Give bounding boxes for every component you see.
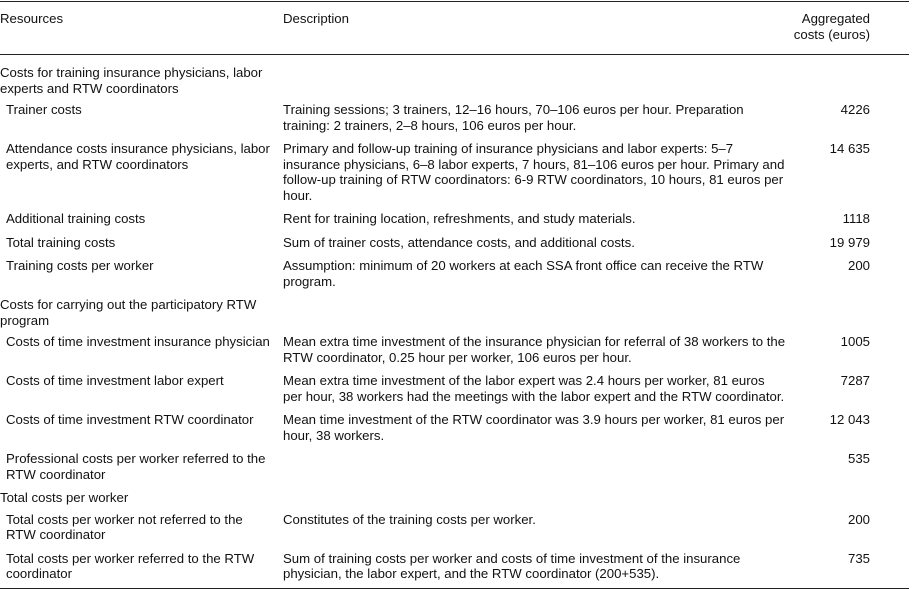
resource-cell: Total costs per worker referred to the RTW coordinator <box>6 550 255 581</box>
section-header-row <box>0 488 909 510</box>
table-row <box>0 510 909 549</box>
resource-cell: Costs of time investment insurance physician <box>6 334 270 349</box>
aggregated-cost-cell: 735 <box>847 550 870 566</box>
aggregated-cost-cell: 19 979 <box>829 234 870 250</box>
description-cell: Training sessions; 3 trainers, 12–16 hours, 70–106 euros per hour. Preparation training: 2 trainers, 2–8 hours, 106 euros per hour. <box>283 102 744 133</box>
resource-cell: Total training costs <box>6 234 116 250</box>
resource-cell: Costs of time investment labor expert <box>6 373 224 388</box>
resource-cell: Additional training costs <box>6 211 146 226</box>
empty-cell <box>793 55 909 101</box>
description-cell: Assumption: minimum of 20 workers at each SSA front office can receive the RTW program. <box>283 258 764 289</box>
description-cell: Mean time investment of the RTW coordinator was 3.9 hours per worker, 81 euros per hour, 38 workers. <box>283 412 785 443</box>
empty-cell <box>283 55 793 101</box>
aggregated-cost-cell: 1005 <box>840 334 870 349</box>
resource-cell: Total costs per worker not referred to the RTW coordinator <box>6 511 243 542</box>
section-header-row <box>0 55 909 101</box>
table-body <box>0 55 909 589</box>
table-row <box>0 233 909 257</box>
empty-cell <box>283 295 793 332</box>
aggregated-cost-cell: 535 <box>847 451 870 466</box>
cost-table <box>0 1 909 589</box>
empty-cell <box>793 295 909 332</box>
section-title: Total costs per worker <box>0 490 129 505</box>
description-cell: Sum of training costs per worker and costs of time investment of the insurance physician, the labor expert, and the RTW coordinator (200+535). <box>283 550 741 581</box>
description-cell: Constitutes of the training costs per worker. <box>283 511 536 527</box>
header-aggregated-costs: Aggregated costs (euros) <box>793 11 870 42</box>
table-row <box>0 332 909 371</box>
aggregated-cost-cell: 4226 <box>840 102 870 117</box>
description-cell: Rent for training location, refreshments, and study materials. <box>283 211 636 226</box>
empty-cell <box>283 488 793 510</box>
resource-cell: Training costs per worker <box>6 258 154 273</box>
table-row <box>0 410 909 449</box>
description-cell: Mean extra time investment of the labor expert was 2.4 hours per worker, 81 euros per hour, 38 workers had the meetings with the labor expert and the RTW coordinator. <box>283 373 785 404</box>
description-cell <box>283 449 793 488</box>
resource-cell: Attendance costs insurance physicians, labor experts, and RTW coordinators <box>6 141 270 172</box>
header-resources: Resources <box>0 11 64 26</box>
resource-cell: Professional costs per worker referred to the RTW coordinator <box>6 451 266 482</box>
header-description: Description <box>283 11 349 26</box>
table-row <box>0 100 909 139</box>
aggregated-cost-cell: 7287 <box>840 373 870 388</box>
table-row <box>0 139 909 209</box>
aggregated-cost-cell: 12 043 <box>829 412 870 427</box>
table-row <box>0 371 909 410</box>
description-cell: Mean extra time investment of the insurance physician for referral of 38 workers to the RTW coordinator, 0.25 hour per worker, 106 euros per hour. <box>283 334 786 365</box>
description-cell: Sum of trainer costs, attendance costs, and additional costs. <box>283 234 635 250</box>
table-row <box>0 449 909 488</box>
aggregated-cost-cell: 200 <box>847 258 870 273</box>
aggregated-cost-cell: 1118 <box>842 211 870 226</box>
resource-cell: Trainer costs <box>6 102 82 117</box>
table-header-row <box>0 2 909 55</box>
section-header-row <box>0 295 909 332</box>
empty-cell <box>793 488 909 510</box>
aggregated-cost-cell: 200 <box>847 511 870 527</box>
resource-cell: Costs of time investment RTW coordinator <box>6 412 254 427</box>
description-cell: Primary and follow-up training of insurance physicians and labor experts: 5–7 insurance physicians, 6–8 labor experts, 7 hours, 81–106 euros per hour. Primary and follow-up training of RTW coordinators: 6-9 RTW coordinators, 10 hours, 81 euros per hour. <box>283 141 785 203</box>
section-title: Costs for training insurance physicians, labor experts and RTW coordinators <box>0 65 263 96</box>
table-row <box>0 209 909 233</box>
table-row <box>0 549 909 589</box>
section-title: Costs for carrying out the participatory RTW program <box>0 297 257 328</box>
table-row <box>0 256 909 295</box>
aggregated-cost-cell: 14 635 <box>829 141 870 156</box>
